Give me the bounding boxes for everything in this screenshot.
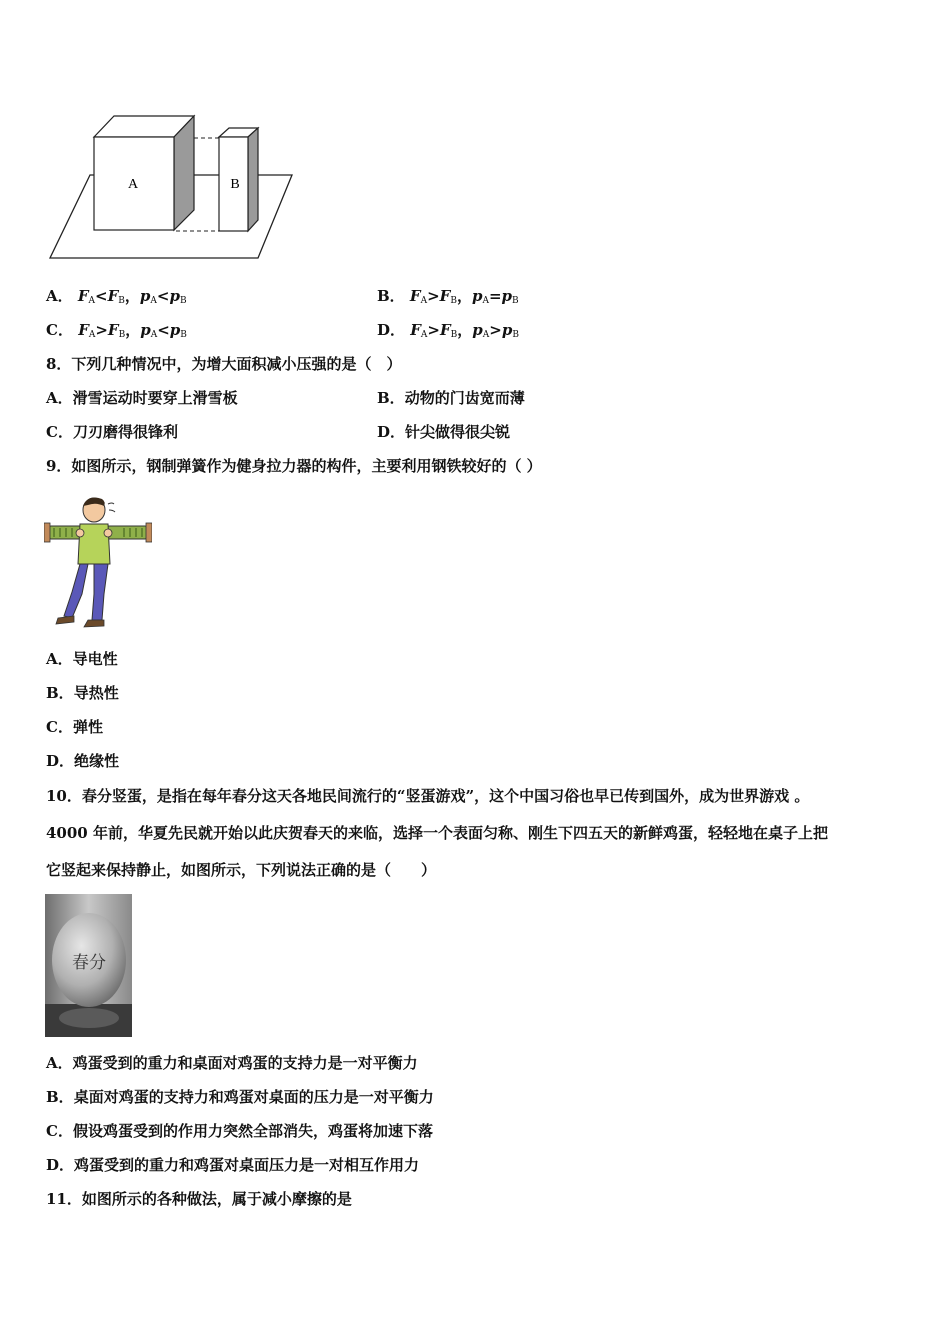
- q9-option-a[interactable]: A．导电性: [46, 650, 118, 668]
- q8-option-a[interactable]: A．滑雪运动时要穿上滑雪板: [46, 389, 238, 407]
- q10-option-d[interactable]: D．鸡蛋受到的重力和鸡蛋对桌面压力是一对相互作用力: [46, 1156, 420, 1174]
- q11-stem: 11．如图所示的各种做法，属于减小摩擦的是: [46, 1190, 352, 1208]
- q9-option-c[interactable]: C．弹性: [46, 718, 103, 736]
- q8-option-b[interactable]: B．动物的门齿宽而薄: [377, 389, 525, 407]
- egg-handwriting: 春分: [72, 953, 106, 973]
- blocks-figure: [46, 110, 302, 266]
- block-a: [94, 116, 194, 230]
- q7-option-b[interactable]: B． $F_A>F_B$，$p_A=p_B$: [377, 287, 519, 306]
- q10-stem-line1: 10．春分竖蛋，是指在每年春分这天各地民间流行的“竖蛋游戏”，这个中国习俗也早已传到国外，成为世界游戏 。: [46, 787, 810, 805]
- egg-photo: [45, 894, 132, 1037]
- q9-option-d[interactable]: D．绝缘性: [46, 752, 120, 770]
- q7-option-c[interactable]: C． $F_A>F_B$，$p_A<p_B$: [46, 321, 187, 340]
- q7-option-a[interactable]: A． $F_A<F_B$，$p_A<p_B$: [46, 287, 187, 306]
- block-b-label: B: [230, 177, 240, 192]
- block-a-label: A: [127, 177, 139, 192]
- q10-option-a[interactable]: A．鸡蛋受到的重力和桌面对鸡蛋的支持力是一对平衡力: [46, 1054, 418, 1072]
- chest-expander-figure: [44, 494, 152, 632]
- q10-stem-line3: 它竖起来保持静止，如图所示，下列说法正确的是（ ）: [46, 861, 437, 879]
- q10-stem-line2: 4000 年前，华夏先民就开始以此庆贺春天的来临，选择一个表面匀称、刚生下四五天的新鲜鸡蛋，轻轻地在桌子上把: [46, 824, 828, 842]
- q8-stem: 8．下列几种情况中，为增大面积减小压强的是（ ）: [46, 355, 402, 373]
- q7-option-d[interactable]: D． $F_A>F_B$，$p_A>p_B$: [377, 321, 519, 340]
- q10-option-c[interactable]: C．假设鸡蛋受到的作用力突然全部消失，鸡蛋将加速下落: [46, 1122, 433, 1140]
- block-b: [219, 128, 258, 231]
- q9-stem: 9．如图所示，钢制弹簧作为健身拉力器的构件，主要利用钢铁较好的（ ）: [46, 457, 542, 475]
- q8-option-d[interactable]: D．针尖做得很尖锐: [377, 423, 511, 441]
- q10-option-b[interactable]: B．桌面对鸡蛋的支持力和鸡蛋对桌面的压力是一对平衡力: [46, 1088, 434, 1106]
- q9-option-b[interactable]: B．导热性: [46, 684, 119, 702]
- q8-option-c[interactable]: C．刀刃磨得很锋利: [46, 423, 178, 441]
